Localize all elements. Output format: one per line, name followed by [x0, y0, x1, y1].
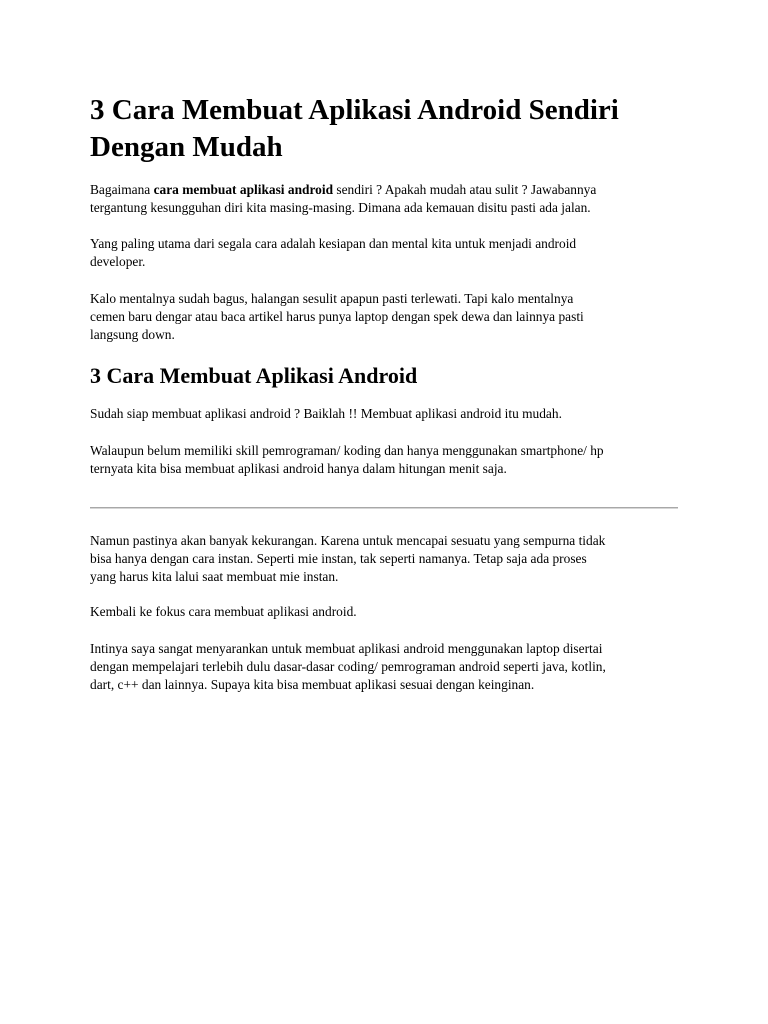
paragraph-intinya-line-1: Intinya saya sangat menyarankan untuk membuat aplikasi android menggunakan laptop disertai — [90, 641, 603, 656]
paragraph-walaupun — [90, 442, 680, 478]
intro-paragraph — [90, 181, 680, 217]
paragraph-kalo-mental — [90, 290, 680, 344]
paragraph-walaupun-line-1: Walaupun belum memiliki skill pemrograman/ koding dan hanya menggunakan smartphone/ hp — [90, 443, 604, 458]
intro-bold-keyword: cara membuat aplikasi android — [153, 182, 334, 197]
paragraph-mental-line-1: Yang paling utama dari segala cara adalah kesiapan dan mental kita untuk menjadi android — [90, 236, 577, 251]
paragraph-intinya — [90, 640, 680, 694]
paragraph-walaupun-line-2: ternyata kita bisa membuat aplikasi android hanya dalam hitungan menit saja. — [90, 461, 507, 476]
title-line-1: 3 Cara Membuat Aplikasi Android Sendiri — [90, 94, 619, 126]
paragraph-kembali: Kembali ke fokus cara membuat aplikasi android. — [90, 604, 357, 619]
intro-pre-text: Bagaimana — [90, 182, 154, 197]
paragraph-kalo-line-3: langsung down. — [90, 327, 175, 342]
paragraph-kalo-line-1: Kalo mentalnya sudah bagus, halangan sesulit apapun pasti terlewati. Tapi kalo mentalnya — [90, 291, 574, 306]
paragraph-intinya-line-2: dengan mempelajari terlebih dulu dasar-dasar coding/ pemrograman android seperti java, kotlin, — [90, 659, 606, 674]
paragraph-mental — [90, 235, 680, 271]
intro-line-2: tergantung kesungguhan diri kita masing-masing. Dimana ada kemauan disitu pasti ada jalan. — [90, 200, 591, 215]
section-heading: 3 Cara Membuat Aplikasi Android — [90, 363, 418, 388]
paragraph-namun-line-1: Namun pastinya akan banyak kekurangan. Karena untuk mencapai sesuatu yang sempurna tidak — [90, 533, 606, 548]
paragraph-intinya-line-3: dart, c++ dan lainnya. Supaya kita bisa membuat aplikasi sesuai dengan keinginan. — [90, 677, 535, 692]
paragraph-kalo-line-2: cemen baru dengar atau baca artikel harus punya laptop dengan spek dewa dan lainnya pasti — [90, 309, 584, 324]
paragraph-mental-line-2: developer. — [90, 254, 146, 269]
title-line-2: Dengan Mudah — [90, 131, 283, 163]
paragraph-namun-line-2: bisa hanya dengan cara instan. Seperti mie instan, tak seperti namanya. Tetap saja ada proses — [90, 551, 587, 566]
document-title — [90, 92, 680, 166]
horizontal-divider — [90, 507, 678, 509]
paragraph-namun-line-3: yang harus kita lalui saat membuat mie instan. — [90, 569, 339, 584]
paragraph-namun — [90, 532, 680, 586]
intro-line-1 — [90, 181, 680, 199]
paragraph-siap: Sudah siap membuat aplikasi android ? Baiklah !! Membuat aplikasi android itu mudah. — [90, 406, 562, 421]
intro-post-text: sendiri ? Apakah mudah atau sulit ? Jawabannya — [333, 182, 597, 197]
